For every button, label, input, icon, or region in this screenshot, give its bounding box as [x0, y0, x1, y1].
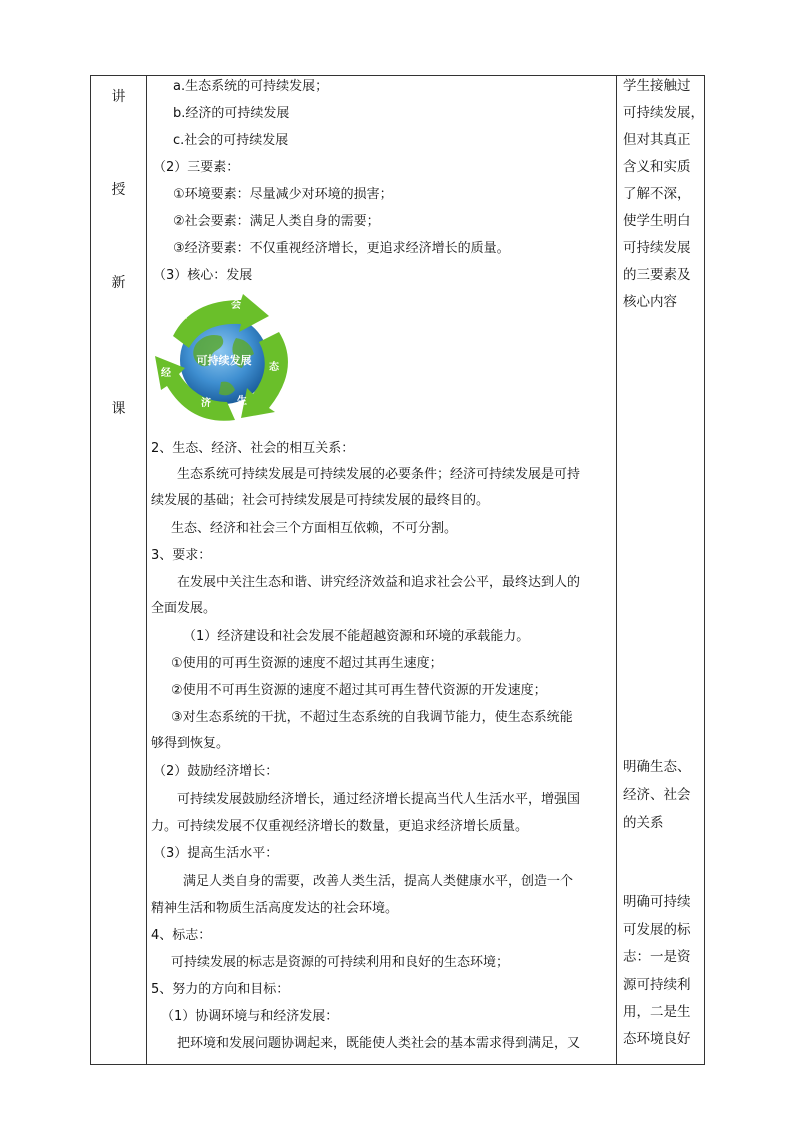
- sustainable-development-logo: [151, 294, 297, 430]
- content-line: 够得到恢复。: [151, 736, 230, 751]
- section-char: 新: [111, 275, 126, 291]
- note-line: 明确生态、: [623, 759, 691, 775]
- note-line: 可发展的标: [623, 922, 691, 938]
- logo-center-text: 可持续发展: [196, 354, 252, 367]
- content-line: 可持续发展鼓励经济增长，通过经济增长提高当代人生活水平，增强国: [177, 792, 581, 807]
- content-line: （2）鼓励经济增长：: [153, 764, 279, 779]
- content-line: 可持续发展的标志是资源的可持续利用和良好的生态环境；: [171, 955, 510, 970]
- logo-char: 会: [231, 300, 241, 311]
- content-line: a.生态系统的可持续发展；: [173, 79, 329, 94]
- note-line: 志：一是资: [623, 949, 691, 965]
- content-line: 把环境和发展问题协调起来，既能使人类社会的基本需求得到满足，又: [177, 1036, 581, 1051]
- lesson-table: [90, 75, 705, 1065]
- column-divider-right: [616, 76, 617, 1064]
- note-line: 经济、社会: [623, 787, 691, 803]
- content-line: 在发展中关注生态和谐、讲究经济效益和追求社会公平，最终达到人的: [177, 575, 581, 590]
- note-line: 可持续发展，: [623, 105, 704, 121]
- content-line: b.经济的可持续发展: [173, 106, 290, 121]
- content-line: ①环境要素：尽量减少对环境的损害；: [173, 187, 393, 202]
- note-line: 明确可持续: [623, 894, 691, 910]
- content-line: （3）核心：发展: [153, 268, 253, 283]
- recycle-globe-icon: [151, 294, 297, 430]
- lesson-content: [151, 76, 616, 1064]
- content-line: ②社会要素：满足人类自身的需要；: [173, 214, 380, 229]
- logo-char: 济: [201, 398, 211, 409]
- content-line: （3）提高生活水平：: [153, 846, 279, 861]
- section-char: 授: [111, 182, 126, 198]
- content-line: ③经济要素：不仅重视经济增长，更追求经济增长的质量。: [173, 241, 510, 256]
- logo-char: 生: [237, 396, 247, 407]
- content-line: 全面发展。: [151, 601, 217, 616]
- content-line: （1）协调环境与和经济发展：: [161, 1009, 339, 1024]
- note-line: 用，二是生: [623, 1004, 691, 1020]
- content-line: 续发展的基础；社会可持续发展是可持续发展的最终目的。: [151, 493, 490, 508]
- teacher-notes-column: [623, 76, 703, 1064]
- note-line: 了解不深，: [623, 186, 691, 202]
- note-line: 的三要素及: [623, 267, 691, 283]
- content-line: （2）三要素：: [153, 160, 240, 175]
- content-line: 3、要求：: [151, 548, 212, 563]
- note-line: 态环境良好: [623, 1031, 691, 1047]
- content-line: 2、生态、经济、社会的相互关系：: [151, 441, 355, 456]
- section-label-column: [91, 76, 146, 1064]
- content-line: 力。可持续发展不仅重视经济增长的数量，更追求经济增长质量。: [151, 819, 529, 834]
- content-line: 生态系统可持续发展是可持续发展的必要条件；经济可持续发展是可持: [177, 467, 581, 482]
- note-line: 学生接触过: [623, 78, 691, 94]
- column-divider-left: [146, 76, 147, 1064]
- logo-char: 态: [269, 362, 279, 373]
- content-line: c.社会的可持续发展: [173, 133, 289, 148]
- note-line: 源可持续利: [623, 977, 691, 993]
- content-line: 满足人类自身的需要，改善人类生活，提高人类健康水平，创造一个: [183, 874, 574, 889]
- content-line: 生态、经济和社会三个方面相互依赖，不可分割。: [171, 521, 458, 536]
- section-char: 课: [111, 401, 126, 417]
- content-line: （1）经济建设和社会发展不能超越资源和环境的承载能力。: [183, 629, 530, 644]
- section-char: 讲: [111, 89, 126, 105]
- logo-char: 社: [177, 310, 187, 321]
- note-line: 含义和实质: [623, 159, 691, 175]
- note-line: 可持续发展: [623, 240, 691, 256]
- note-line: 的关系: [623, 815, 664, 831]
- content-line: ①使用的可再生资源的速度不超过其再生速度；: [171, 656, 443, 671]
- content-line: ③对生态系统的干扰，不超过生态系统的自我调节能力，使生态系统能: [171, 710, 573, 725]
- note-line: 核心内容: [623, 294, 677, 310]
- logo-char: 经: [161, 368, 171, 379]
- note-line: 但对其真正: [623, 132, 691, 148]
- content-line: ②使用不可再生资源的速度不超过其可再生替代资源的开发速度；: [171, 683, 547, 698]
- content-line: 4、标志：: [151, 928, 212, 943]
- content-line: 精神生活和物质生活高度发达的社会环境。: [151, 901, 399, 916]
- note-line: 使学生明白: [623, 213, 691, 229]
- content-line: 5、努力的方向和目标：: [151, 982, 290, 997]
